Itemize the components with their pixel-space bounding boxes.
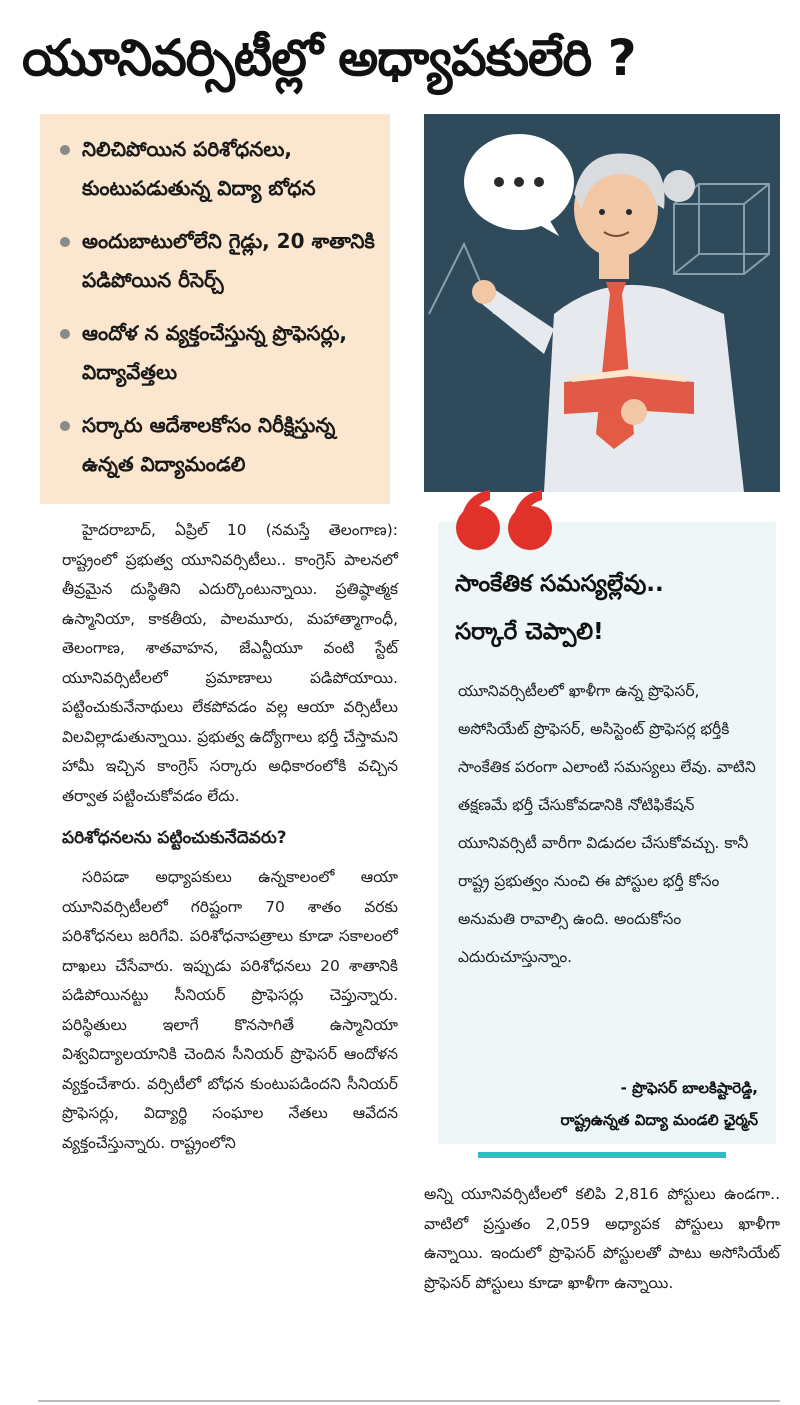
highlight-item (56, 222, 380, 300)
highlight-item (56, 314, 380, 392)
headline: యూనివర్సిటీల్లో అధ్యాపకులేరి ? (22, 29, 636, 87)
quote-title-line1: సాంకేతిక సమస్యల్లేవు.. (455, 571, 664, 597)
quotation-mark-icon (450, 486, 560, 556)
article-paragraph: సరిపడా అధ్యాపకులు ఉన్నకాలంలో ఆయా యూనివర్సిటీలలో గరిష్టంగా 70 శాతం వరకు పరిశోధనలు జరిగేవి. పరిశోధనాపత్రాలు కూడా సకాలంలో దాఖలు చేసేవారు. ఇప్పుడు పరిశోధనలు 20 శాతానికి పడిపోయినట్టు సీనియర్ ప్రొఫెసర్లు చెప్తున్నారు. పరిస్థితులు ఇలాగే కొనసాగితే ఉస్మానియా విశ్వవిద్యాలయానికి చెందిన సీనియర్ ప్రొఫెసర్ ఆందోళన వ్యక్తంచేశారు. వర్సిటీలో బోధన కుంటుపడిందని సీనియర్ ప్రొఫెసర్లు, విద్యార్థి సంఘాల నేతలు ఆవేదన వ్యక్తంచేస్తున్నారు. రాష్ట్రంలోని (62, 868, 398, 1152)
professor-illustration (424, 114, 780, 492)
quote-signature (458, 1072, 758, 1136)
article-column-right (424, 1180, 780, 1298)
highlight-item (56, 130, 380, 208)
highlight-text: అందుబాటులోలేని గైడ్లు, 20 శాతానికి పడిపోయిన రీసెర్చ్ (82, 229, 375, 292)
highlights-list (56, 130, 380, 484)
highlight-text: ఆందోళ న వ్యక్తంచేస్తున్న ప్రొఫెసర్లు, విద్యావేత్తలు (82, 321, 347, 384)
bottom-divider (38, 1400, 780, 1402)
signature-name: - ప్రొఫెసర్ బాలకిష్టారెడ్డి, (620, 1079, 758, 1097)
quote-title (455, 560, 771, 656)
divider-rule (478, 1152, 726, 1158)
professor-teaching-image (424, 114, 780, 492)
bullet-dot-icon (60, 329, 70, 339)
signature-designation: రాష్ట్రఉన్నత విద్యా మండలి ఛైర్మన్ (560, 1111, 758, 1129)
bullet-dot-icon (60, 145, 70, 155)
article-subheading: పరిశోధనలను పట్టించుకునేదెవరు? (62, 828, 287, 848)
bullet-dot-icon (60, 421, 70, 431)
article-paragraph: అన్ని యూనివర్సిటీలలో కలిపి 2,816 పోస్టులు ఉండగా.. వాటిలో ప్రస్తుతం 2,059 అధ్యాపక పోస్టులు ఖాళీగా ఉన్నాయి. ఇందులో ప్రొఫెసర్ పోస్టులతో పాటు అసోసియేట్ ప్రొఫెసర్ పోస్టులు కూడా ఖాళీగా ఉన్నాయి. (424, 1185, 780, 1292)
quote-text: యూనివర్సిటీలలో ఖాళీగా ఉన్న ప్రొఫెసర్, అసోసియేట్ ప్రొఫెసర్, అసిస్టెంట్ ప్రొఫెసర్ల భర్తీకి సాంకేతిక పరంగా ఎలాంటి సమస్యలు లేవు. వాటిని తక్షణమే భర్తీ చేసుకోవడానికి నోటిఫికేషన్ యూనివర్సిటీ వారీగా విడుదల చేసుకోవచ్చు. కానీ రాష్ట్ర ప్రభుత్వం నుంచి ఈ పోస్టుల భర్తీ కోసం అనుమతి రావాల్సి ఉంది. అందుకోసం ఎదురుచూస్తున్నాం. (458, 682, 756, 966)
article-column-left (62, 516, 398, 1158)
highlight-item (56, 406, 380, 484)
highlight-text: సర్కారు ఆదేశాలకోసం నిరీక్షిస్తున్న ఉన్నత విద్యామండలి (82, 413, 336, 476)
article-paragraph: హైదరాబాద్, ఏప్రిల్ 10 (నమస్తే తెలంగాణ): రాష్ట్రంలో ప్రభుత్వ యూనివర్సిటీలు.. కాంగ్రెస్ పాలనలో తీవ్రమైన దుస్థితిని ఎదుర్కొంటున్నాయి. ప్రతిష్ఠాత్మక ఉస్మానియా, కాకతీయ, పాలమూరు, మహాత్మాగాంధీ, తెలంగాణ, శాతవాహన, జేఎన్టీయూ వంటి స్టేట్ యూనివర్సిటీలలో ప్రమాణాలు పడిపోయాయి. పట్టించుకునేనాథులు లేకపోవడం వల్ల ఆయా వర్సిటీలు విలవిల్లాడుతున్నాయి. ప్రభుత్వ ఉద్యోగాలు భర్తీ చేస్తామని హామీ ఇచ్చిన కాంగ్రెస్ సర్కారు అధికారంలోకి వచ్చిన తర్వాత పట్టించుకోవడం లేదు. (62, 521, 398, 805)
bullet-dot-icon (60, 237, 70, 247)
highlight-text: నిలిచిపోయిన పరిశోధనలు, కుంటుపడుతున్న విద్యా బోధన (82, 137, 316, 200)
quote-title-line2: సర్కారే చెప్పాలి! (455, 619, 604, 645)
highlights-box (40, 114, 390, 504)
